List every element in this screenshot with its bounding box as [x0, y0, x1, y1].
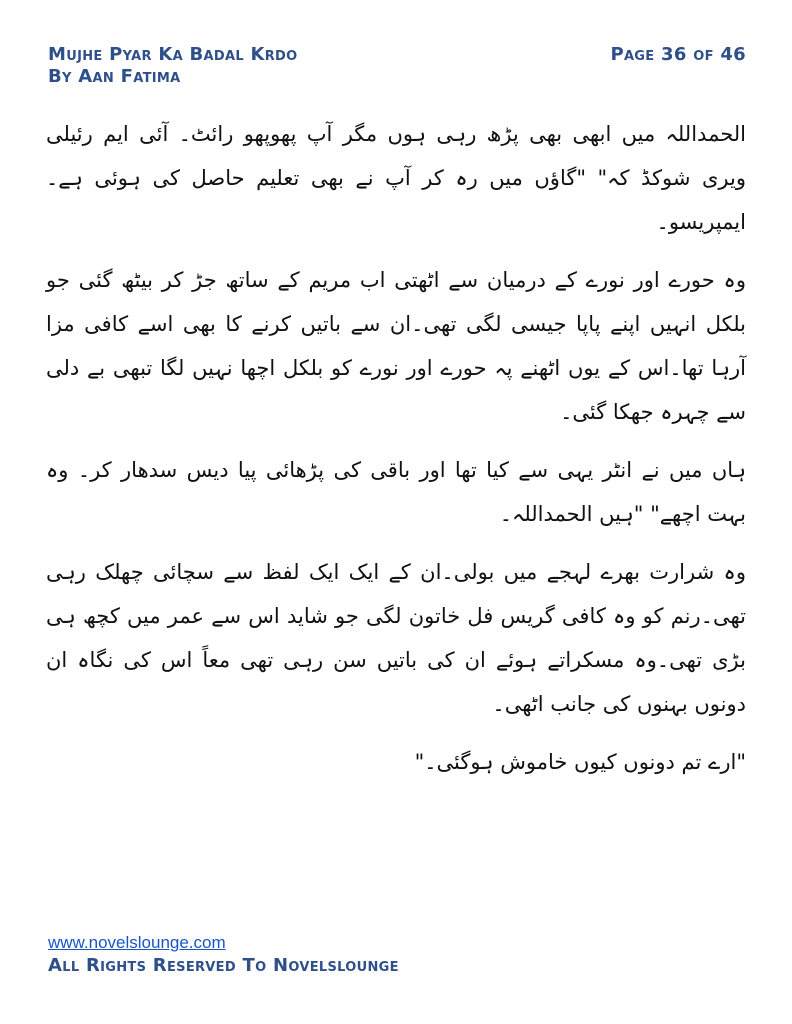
novel-title: Mujhe Pyar Ka Badal Krdo	[48, 44, 298, 65]
paragraph: ہاں میں نے انٹر یہی سے کیا تھا اور باقی کی پڑھائی پیا دیس سدھار کر۔ وہ بہت اچھے" "ہیں الحمداللہ۔	[46, 458, 746, 526]
paragraph: الحمداللہ میں ابھی بھی پڑھ رہی ہوں مگر آپ پھوپھو رائٹ۔ آئی ایم رئیلی ویری شوکڈ کہ" "گاؤں میں رہ کر آپ نے بھی تعلیم حاصل کی ہوئی ہے۔ایمپریسو۔	[46, 122, 746, 234]
paragraph: وہ حورے اور نورے کے درمیان سے اٹھتی اب مریم کے ساتھ جڑ کر بیٹھ گئی جو بلکل انہیں اپنے پاپا جیسی لگی تھی۔ان سے باتیں کرنے کا بھی اسے کافی مزا آرہا تھا۔اس کے یوں اٹھنے پہ حورے اور نورے کو بلکل اچھا نہیں لگا تبھی بے دلی سے چہرہ جھکا گئی۔	[46, 268, 746, 424]
paragraph: وہ شرارت بھرے لہجے میں بولی۔ان کے ایک ایک لفظ سے سچائی چھلک رہی تھی۔رنم کو وہ کافی گریس فل خاتون لگی جو شاید اس سے عمر میں کچھ ہی بڑی تھی۔وہ مسکراتے ہوئے ان کی باتیں سن رہی تھی معاً اس کی نگاہ ان دونوں بہنوں کی جانب اٹھی۔	[46, 560, 746, 716]
rights-notice: All Rights Reserved To Novelslounge	[48, 955, 399, 976]
page-number: Page 36 of 46	[610, 44, 746, 65]
page-body	[46, 112, 746, 798]
website-link[interactable]: www.novelslounge.com	[48, 933, 226, 952]
paragraph: "ارے تم دونوں کیوں خاموش ہوگئی۔"	[414, 750, 746, 774]
author-name: By Aan Fatima	[48, 66, 181, 87]
